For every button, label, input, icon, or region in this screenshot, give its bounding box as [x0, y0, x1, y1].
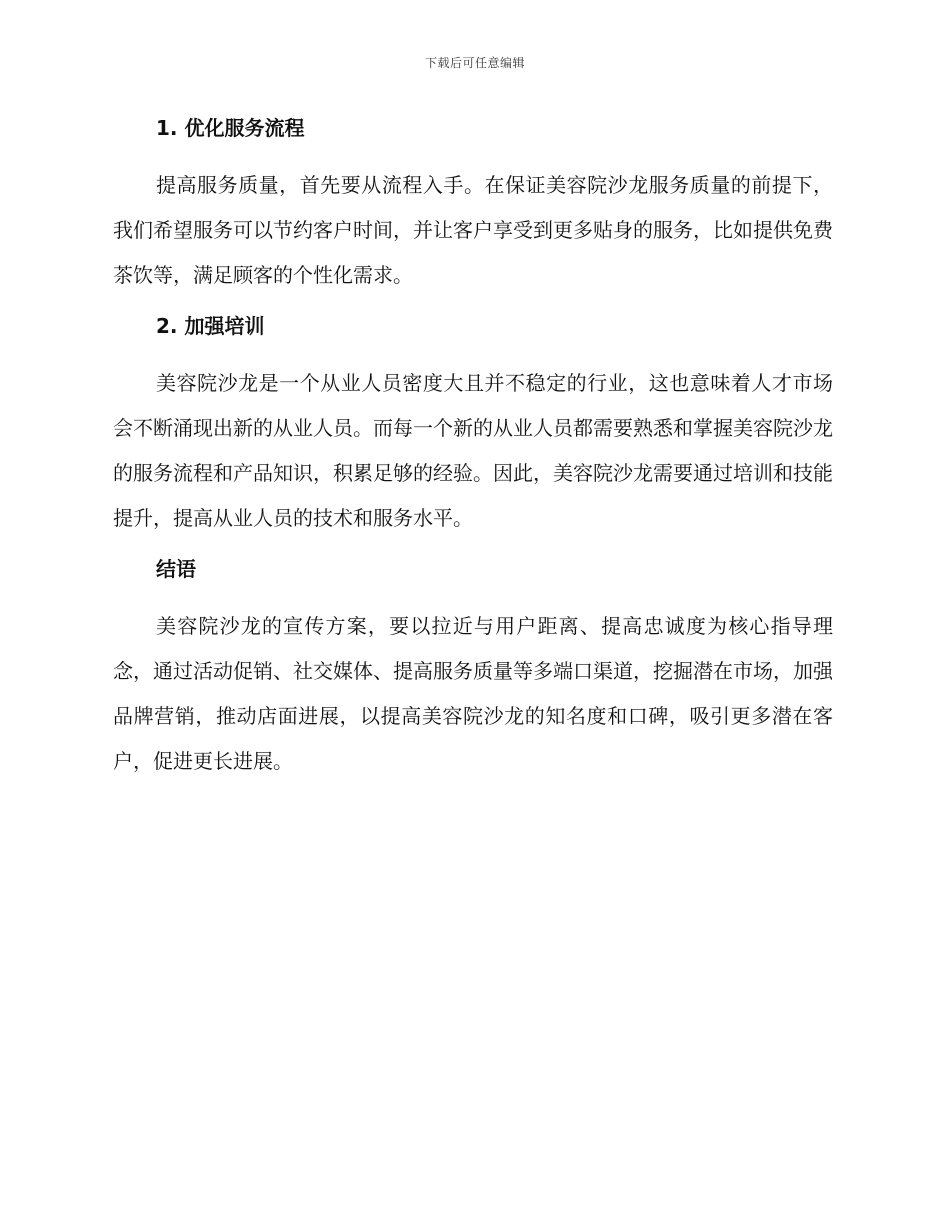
- section-heading-conclusion: 结语: [156, 557, 196, 581]
- section-paragraph-conclusion: 美容院沙龙的宣传方案，要以拉近与用户距离、提高忠诚度为核心指导理念，通过活动促销、社交媒体、提高服务质量等多端口渠道，挖掘潜在市场，加强品牌营销，推动店面进展，以提高美容院沙龙的知名度和口碑，吸引更多潜在客户，促进更长进展。: [113, 614, 833, 773]
- section-paragraph-training: 美容院沙龙是一个从业人员密度大且并不稳定的行业，这也意味着人才市场会不断涌现出新的从业人员。而每一个新的从业人员都需要熟悉和掌握美容院沙龙的服务流程和产品知识，积累足够的经验。因此，美容院沙龙需要通过培训和技能提升，提高从业人员的技术和服务水平。: [113, 371, 833, 530]
- page-header: 下载后可任意编辑: [424, 56, 525, 70]
- section-heading-optimize-service: 1. 优化服务流程: [156, 116, 305, 140]
- section-paragraph-optimize-service: 提高服务质量，首先要从流程入手。在保证美容院沙龙服务质量的前提下，我们希望服务可以节约客户时间，并让客户享受到更多贴身的服务，比如提供免费茶饮等，满足顾客的个性化需求。: [113, 173, 833, 287]
- section-heading-training: 2. 加强培训: [156, 314, 265, 338]
- document-body: [113, 110, 833, 784]
